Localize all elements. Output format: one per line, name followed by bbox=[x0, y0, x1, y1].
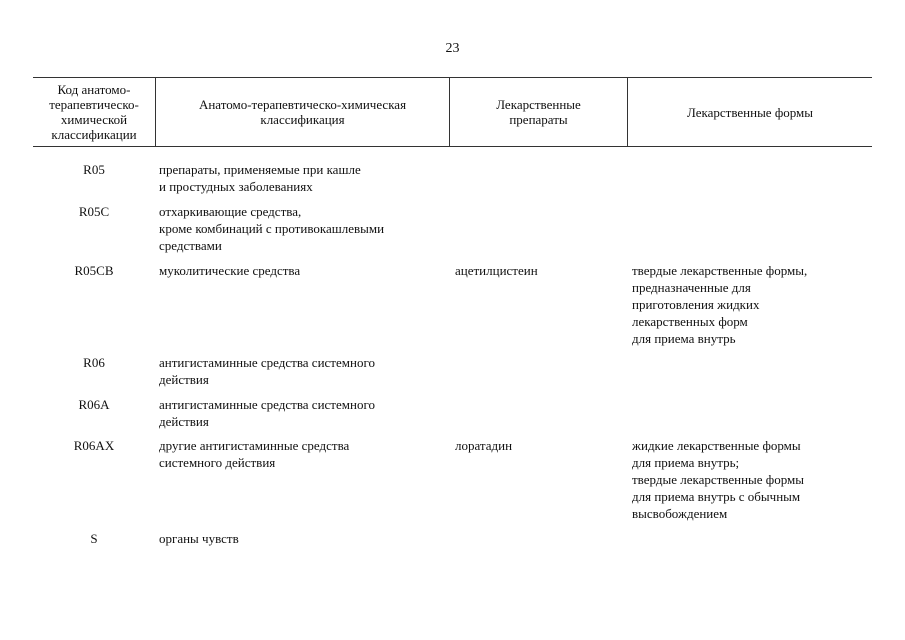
header-code-line: Код анатомо- bbox=[57, 82, 131, 97]
header-code-line: терапевтическо- bbox=[49, 97, 139, 112]
header-forms bbox=[628, 78, 872, 146]
classification-line: и простудных заболеваниях bbox=[159, 179, 313, 194]
dosage-forms bbox=[632, 437, 872, 522]
atc-code: R06 bbox=[83, 355, 105, 370]
classification-line: муколитические средства bbox=[159, 263, 301, 278]
table-header-bottom-rule bbox=[33, 146, 872, 147]
drug-line: ацетилцистеин bbox=[455, 263, 538, 278]
classification-line: антигистаминные средства системного bbox=[159, 355, 375, 370]
classification-text bbox=[159, 354, 449, 388]
header-code bbox=[33, 78, 155, 146]
drug-name bbox=[455, 437, 625, 454]
header-code-line: химической bbox=[60, 112, 128, 127]
atc-code: S bbox=[90, 531, 98, 546]
classification-line: препараты, применяемые при кашле bbox=[159, 162, 361, 177]
forms-line: предназначенные для bbox=[632, 280, 751, 295]
header-classification-line: Анатомо-терапевтическо-химическая bbox=[198, 97, 407, 112]
atc-code: R06A bbox=[78, 397, 110, 412]
forms-line: приготовления жидких bbox=[632, 297, 760, 312]
forms-line: твердые лекарственные формы, bbox=[632, 263, 808, 278]
header-classification-line: классификация bbox=[260, 112, 345, 127]
header-drugs-line: препараты bbox=[509, 112, 568, 127]
forms-line: лекарственных форм bbox=[632, 314, 748, 329]
classification-line: системного действия bbox=[159, 455, 276, 470]
header-classification bbox=[156, 78, 449, 146]
classification-text bbox=[159, 203, 449, 254]
header-drugs-line: Лекарственные bbox=[496, 97, 581, 112]
classification-text bbox=[159, 396, 449, 430]
classification-line: другие антигистаминные средства bbox=[159, 438, 350, 453]
page-number: 23 bbox=[445, 41, 460, 56]
classification-line: кроме комбинаций с противокашлевыми bbox=[159, 221, 385, 236]
header-code-text bbox=[49, 82, 139, 142]
header-forms-text bbox=[687, 105, 813, 120]
forms-line: высвобождением bbox=[632, 506, 728, 521]
header-code-line: классификации bbox=[51, 127, 137, 142]
atc-code: R05CB bbox=[74, 263, 114, 278]
header-drugs bbox=[450, 78, 627, 146]
forms-line: для приема внутрь bbox=[632, 331, 736, 346]
classification-line: антигистаминные средства системного bbox=[159, 397, 375, 412]
classification-text bbox=[159, 437, 449, 471]
header-classification-text bbox=[199, 97, 406, 127]
drug-name bbox=[455, 262, 625, 279]
atc-code: R05C bbox=[78, 204, 110, 219]
classification-line: действия bbox=[159, 372, 209, 387]
classification-line: действия bbox=[159, 414, 209, 429]
classification-text bbox=[159, 262, 449, 279]
forms-line: жидкие лекарственные формы bbox=[632, 438, 801, 453]
drug-line: лоратадин bbox=[455, 438, 513, 453]
atc-code: R05 bbox=[83, 162, 105, 177]
classification-text bbox=[159, 161, 449, 195]
forms-line: для приема внутрь с обычным bbox=[632, 489, 801, 504]
classification-text bbox=[159, 530, 449, 547]
classification-line: отхаркивающие средства, bbox=[159, 204, 302, 219]
header-forms-line: Лекарственные формы bbox=[686, 104, 814, 120]
header-drugs-text bbox=[496, 97, 581, 127]
forms-line: твердые лекарственные формы bbox=[632, 472, 804, 487]
classification-line: органы чувств bbox=[159, 531, 239, 546]
forms-line: для приема внутрь; bbox=[632, 455, 740, 470]
atc-code: R06AX bbox=[73, 438, 115, 453]
classification-line: средствами bbox=[159, 238, 222, 253]
dosage-forms bbox=[632, 262, 872, 347]
